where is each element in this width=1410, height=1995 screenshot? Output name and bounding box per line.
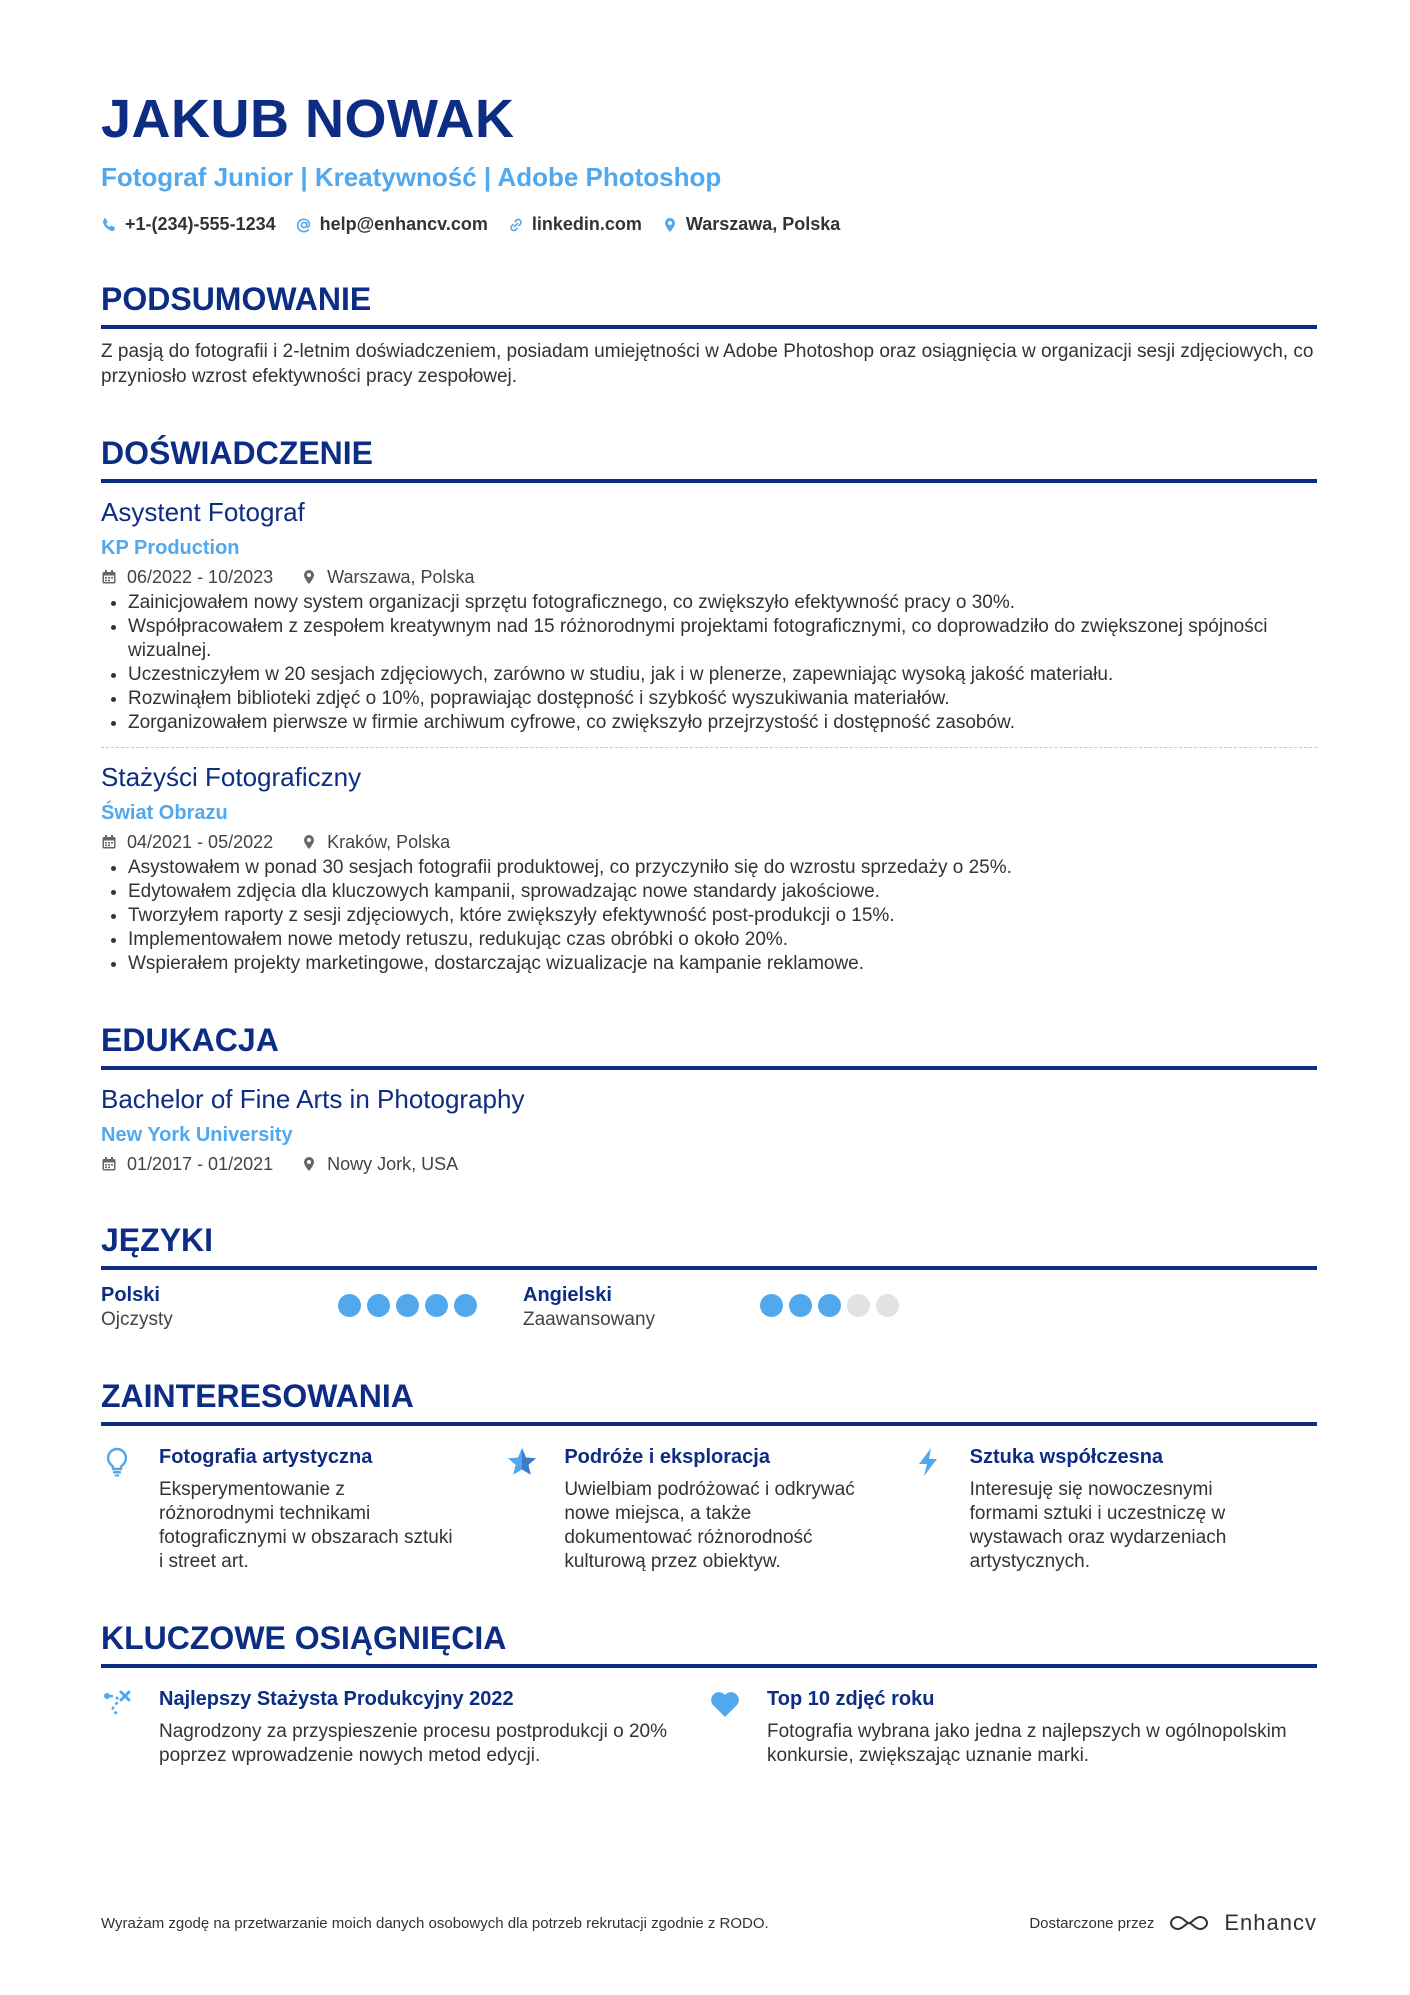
bullet-item: • Uczestniczyłem w 20 sesjach zdjęciowych, zarówno w studiu, jak i w plenerze, zapewniając wysoką jakość materiału.	[128, 663, 1317, 687]
achievement-item	[101, 1686, 709, 1768]
dates-text: 06/2022 - 10/2023	[127, 567, 274, 587]
bullet-item: • Zainicjowałem nowy system organizacji sprzętu fotograficznego, co zwiększyło efektywność pracy o 30%.	[128, 591, 1317, 615]
rating-dot	[876, 1294, 899, 1317]
interest-desc: Eksperymentowanie z różnorodnymi technikami fotograficznymi w obszarach sztuki i street art.	[159, 1479, 453, 1572]
section-divider	[101, 1664, 1317, 1668]
interest-item	[101, 1444, 506, 1574]
language-level: Ojczysty	[101, 1309, 173, 1330]
bullet-item: • Zorganizowałem pierwsze w firmie archiwum cyfrowe, co zwiększyło przejrzystość i dostępność zasobów.	[128, 711, 1317, 735]
map-pin-icon	[662, 217, 678, 233]
language-name: Angielski	[523, 1284, 612, 1306]
section-title-education: EDUKACJA	[101, 1022, 279, 1058]
brand-name: Enhancv	[1224, 1910, 1317, 1935]
interest-title: Podróże i eksploracja	[564, 1446, 770, 1468]
rating-dot	[367, 1294, 390, 1317]
language-item	[101, 1282, 523, 1332]
job-meta	[101, 830, 1317, 854]
interest-title: Sztuka współczesna	[969, 1446, 1164, 1468]
calendar-icon	[101, 834, 117, 850]
location-text: Nowy Jork, USA	[327, 1154, 459, 1174]
section-divider	[101, 325, 1317, 329]
language-rating	[338, 1294, 477, 1332]
language-name: Polski	[101, 1284, 160, 1306]
summary-text: Z pasją do fotografii i 2-letnim doświadczeniem, posiadam umiejętności w Adobe Photoshop oraz osiągnięcia w organizacji sesji zdjęciowych, co przyniosło wzrost efektywności pracy zespołowej.	[101, 341, 1314, 387]
achievement-desc: Fotografia wybrana jako jedna z najlepszych w ogólnopolskim konkursie, zwiększając uznanie marki.	[767, 1721, 1287, 1766]
education-location	[301, 1152, 458, 1176]
education-dates	[101, 1152, 273, 1176]
heart-icon	[709, 1688, 741, 1720]
bullet-item: • Implementowałem nowe metody retuszu, redukując czas obróbki o około 20%.	[128, 928, 1317, 952]
rating-dot	[396, 1294, 419, 1317]
bullet-item: • Współpracowałem z zespołem kreatywnym nad 15 różnorodnymi projektami fotograficznymi, co doprowadziło do zwiększonej spójności wizualnej.	[128, 615, 1317, 663]
achievement-item	[709, 1686, 1317, 1768]
summary-section	[101, 279, 1317, 389]
interests-section	[101, 1376, 1317, 1574]
interest-desc: Interesuję się nowoczesnymi formami sztuki i uczestniczę w wystawach oraz wydarzeniach artystycznych.	[969, 1479, 1227, 1572]
job-title: Asystent Fotograf	[101, 497, 305, 527]
powered-by-label: Dostarczone przez	[1029, 1914, 1155, 1932]
enhancv-logo-icon	[1166, 1911, 1212, 1935]
rating-dot	[789, 1294, 812, 1317]
company-name: Świat Obrazu	[101, 802, 228, 824]
section-divider	[101, 1266, 1317, 1270]
map-pin-icon	[301, 1156, 317, 1172]
experience-entry	[101, 760, 1317, 976]
section-divider	[101, 479, 1317, 483]
contact-email[interactable]	[296, 214, 488, 235]
interest-item	[912, 1444, 1317, 1574]
language-list	[101, 1282, 1317, 1332]
path-arrow-icon	[101, 1688, 133, 1720]
bullet-item: • Asystowałem w ponad 30 sesjach fotografii produktowej, co przyczyniło się do wzrostu sprzedaży o 25%.	[128, 856, 1317, 880]
calendar-icon	[101, 1156, 117, 1172]
achievement-title: Najlepszy Stażysta Produkcyjny 2022	[159, 1688, 514, 1710]
star-icon	[506, 1446, 538, 1478]
job-dates	[101, 565, 273, 589]
link-icon	[508, 217, 524, 233]
at-icon	[296, 217, 312, 233]
location-text: Warszawa, Polska	[685, 214, 841, 234]
achievement-desc: Nagrodzony za przyspieszenie procesu postprodukcji o 20% poprzez wprowadzenie nowych metod edycji.	[159, 1721, 667, 1766]
linkedin-text: linkedin.com	[531, 214, 642, 234]
contact-bar	[101, 214, 1317, 235]
location-text: Warszawa, Polska	[327, 567, 475, 587]
experience-section	[101, 433, 1317, 976]
contact-linkedin[interactable]	[508, 214, 642, 235]
page-footer	[101, 1910, 1317, 1936]
email-text: help@enhancv.com	[319, 214, 488, 234]
achievements-section	[101, 1618, 1317, 1768]
job-location	[301, 565, 474, 589]
company-name: KP Production	[101, 537, 240, 559]
language-level: Zaawansowany	[523, 1309, 656, 1330]
section-title-interests: ZAINTERESOWANIA	[101, 1378, 414, 1414]
calendar-icon	[101, 569, 117, 585]
gdpr-consent: Wyrażam zgodę na przetwarzanie moich danych osobowych dla potrzeb rekrutacji zgodnie z RODO.	[101, 1914, 769, 1932]
bullet-item: • Wspierałem projekty marketingowe, dostarczając wizualizacje na kampanie reklamowe.	[128, 952, 1317, 976]
rating-dot	[760, 1294, 783, 1317]
job-location	[301, 830, 450, 854]
degree-title: Bachelor of Fine Arts in Photography	[101, 1084, 525, 1114]
education-meta	[101, 1152, 1317, 1176]
school-name: New York University	[101, 1124, 293, 1146]
resume-content	[101, 84, 1317, 1768]
candidate-name: JAKUB NOWAK	[101, 89, 515, 149]
rating-dot	[847, 1294, 870, 1317]
entry-divider	[101, 747, 1317, 748]
achievement-list	[101, 1686, 1317, 1768]
languages-section	[101, 1220, 1317, 1332]
dates-text: 04/2021 - 05/2022	[127, 832, 274, 852]
language-rating	[760, 1294, 899, 1332]
location-text: Kraków, Polska	[327, 832, 451, 852]
map-pin-icon	[301, 834, 317, 850]
rating-dot	[425, 1294, 448, 1317]
education-section	[101, 1020, 1317, 1176]
interest-desc: Uwielbiam podróżować i odkrywać nowe miejsca, a także dokumentować różnorodność kulturową przez obiektyw.	[564, 1479, 855, 1572]
job-dates	[101, 830, 273, 854]
candidate-headline: Fotograf Junior | Kreatywność | Adobe Photoshop	[101, 162, 722, 192]
job-bullets	[101, 591, 1317, 735]
interest-item	[506, 1444, 911, 1574]
section-title-achievements: KLUCZOWE OSIĄGNIĘCIA	[101, 1620, 507, 1656]
bullet-item: • Tworzyłem raporty z sesji zdjęciowych, które zwiększyły efektywność post-produkcji o 15%.	[128, 904, 1317, 928]
phone-text: +1-(234)-555-1234	[125, 214, 276, 234]
section-title-languages: JĘZYKI	[101, 1222, 214, 1258]
job-meta	[101, 565, 1317, 589]
job-bullets	[101, 856, 1317, 976]
achievement-title: Top 10 zdjęć roku	[767, 1688, 935, 1710]
contact-location	[662, 214, 840, 235]
rating-dot	[454, 1294, 477, 1317]
lightning-icon	[912, 1446, 944, 1478]
bullet-item: • Rozwinąłem biblioteki zdjęć o 10%, poprawiając dostępność i szybkość wyszukiwania materiałów.	[128, 687, 1317, 711]
lightbulb-icon	[101, 1446, 133, 1478]
rating-dot	[818, 1294, 841, 1317]
brand-attribution[interactable]	[1029, 1910, 1317, 1936]
interest-list	[101, 1444, 1317, 1574]
section-title-experience: DOŚWIADCZENIE	[101, 435, 373, 471]
section-divider	[101, 1422, 1317, 1426]
section-title-summary: PODSUMOWANIE	[101, 281, 372, 317]
rating-dot	[338, 1294, 361, 1317]
experience-entry	[101, 495, 1317, 735]
job-title: Stażyści Fotograficzny	[101, 762, 362, 792]
bullet-item: • Edytowałem zdjęcia dla kluczowych kampanii, sprowadzając nowe standardy jakościowe.	[128, 880, 1317, 904]
phone-icon	[101, 217, 117, 233]
interest-title: Fotografia artystyczna	[159, 1446, 373, 1468]
dates-text: 01/2017 - 01/2021	[127, 1154, 274, 1174]
contact-phone[interactable]	[101, 214, 276, 235]
education-entry	[101, 1082, 1317, 1176]
section-divider	[101, 1066, 1317, 1070]
language-item	[523, 1282, 945, 1332]
map-pin-icon	[301, 569, 317, 585]
